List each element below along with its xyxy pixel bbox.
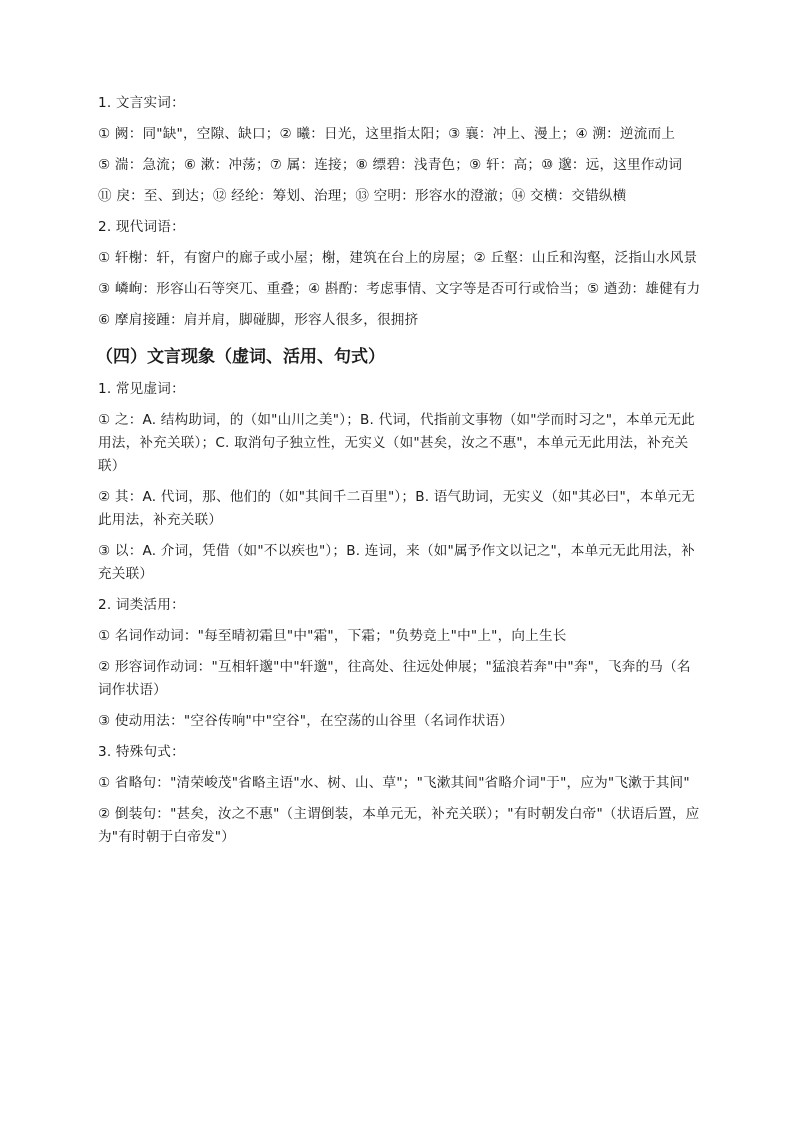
paragraph: ① 名词作动词："每至晴初霜旦"中"霜"，下霜；"负势竞上"中"上"，向上生长	[98, 628, 567, 644]
paragraph: ① 轩榭：轩，有窗户的廊子或小屋；榭，建筑在台上的房屋；② 丘壑：山丘和沟壑，泛指山水风景	[98, 250, 698, 266]
paragraph: ⑪ 戾：至、到达；⑫ 经纶：筹划、治理；⑬ 空明：形容水的澄澈；⑭ 交横：交错纵横	[98, 188, 627, 204]
subheading-function-words: 1. 常见虚词：	[98, 381, 185, 397]
subheading-classical-words: 1. 文言实词：	[98, 95, 185, 111]
document-page	[98, 92, 704, 857]
paragraph: ② 其：A. 代词，那、他们的（如"其间千二百里"）；B. 语气助词，无实义（如"其必曰"，本单元无此用法，补充关联）	[98, 489, 695, 528]
paragraph: ① 阙：同"缺"，空隙、缺口；② 曦：日光，这里指太阳；③ 襄：冲上、漫上；④ 溯：逆流而上	[98, 126, 676, 142]
paragraph: ① 省略句："清荣峻茂"省略主语"水、树、山、草"；"飞漱其间"省略介词"于"，应为"飞漱于其间"	[98, 775, 690, 791]
paragraph: ⑤ 湍：急流；⑥ 漱：冲荡；⑦ 属：连接；⑧ 缥碧：浅青色；⑨ 轩：高；⑩ 邈：远，这里作动词	[98, 157, 683, 173]
subheading-word-class-shift: 2. 词类活用：	[98, 597, 185, 613]
paragraph: ③ 使动用法："空谷传响"中"空谷"，在空荡的山谷里（名词作状语）	[98, 713, 514, 729]
paragraph: ③ 嶙峋：形容山石等突兀、重叠；④ 斟酌：考虑事情、文字等是否可行或恰当；⑤ 遒劲：雄健有力	[98, 281, 701, 297]
paragraph: ① 之：A. 结构助词，的（如"山川之美"）；B. 代词，代指前文事物（如"学而时习之"，本单元无此用法，补充关联）；C. 取消句子独立性，无实义（如"甚矣，汝之不惠"，本单元无此用法，补充关联）	[98, 412, 695, 474]
paragraph: ⑥ 摩肩接踵：肩并肩，脚碰脚，形容人很多，很拥挤	[98, 312, 419, 328]
subheading-modern-words: 2. 现代词语：	[98, 219, 185, 235]
section-heading: （四）文言现象（虚词、活用、句式）	[96, 347, 385, 367]
subheading-special-sentences: 3. 特殊句式：	[98, 744, 185, 760]
paragraph: ② 形容词作动词："互相轩邈"中"轩邈"，往高处、往远处伸展；"猛浪若奔"中"奔"，飞奔的马（名词作状语）	[98, 659, 691, 698]
paragraph: ② 倒装句："甚矣，汝之不惠"（主谓倒装，本单元无，补充关联）；"有时朝发白帝"（状语后置，应为"有时朝于白帝发"）	[98, 806, 700, 845]
paragraph: ③ 以：A. 介词，凭借（如"不以疾也"）；B. 连词，来（如"属予作文以记之"，本单元无此用法，补充关联）	[98, 543, 695, 582]
